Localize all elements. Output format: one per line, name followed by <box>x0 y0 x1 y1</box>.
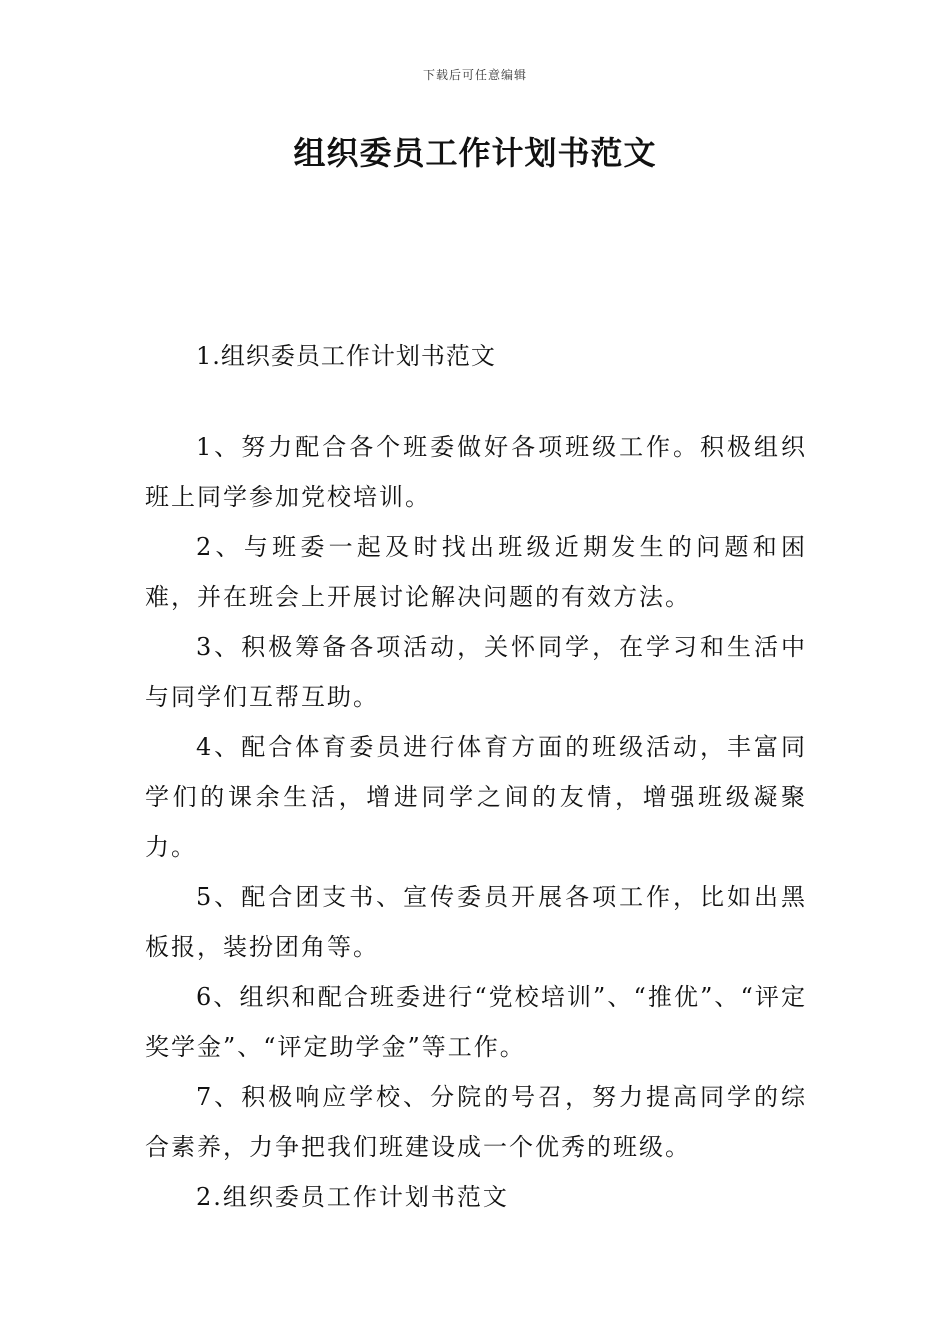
paragraph-7: 7、积极响应学校、分院的号召，努力提高同学的综合素养，力争把我们班建设成一个优秀的班级。 <box>145 1083 807 1161</box>
paragraph-3: 3、积极筹备各项活动，关怀同学，在学习和生活中与同学们互帮互助。 <box>145 633 807 711</box>
document-title: 组织委员工作计划书范文 <box>293 134 657 172</box>
paragraph-1: 1、努力配合各个班委做好各项班级工作。积极组织班上同学参加党校培训。 <box>145 433 807 511</box>
paragraph-5: 5、配合团支书、宣传委员开展各项工作，比如出黑板报，装扮团角等。 <box>145 883 807 961</box>
paragraph-4: 4、配合体育委员进行体育方面的班级活动，丰富同学们的课余生活，增进同学之间的友情，增强班级凝聚力。 <box>145 733 807 861</box>
section-heading-1: 1.组织委员工作计划书范文 <box>196 342 496 370</box>
paragraph-6: 6、组织和配合班委进行“党校培训”、“推优”、“评定奖学金”、“评定助学金”等工作。 <box>145 983 807 1061</box>
section-heading-2: 2.组织委员工作计划书范文 <box>196 1183 509 1211</box>
header-note: 下载后可任意编辑 <box>422 68 527 82</box>
paragraph-2: 2、与班委一起及时找出班级近期发生的问题和困难，并在班会上开展讨论解决问题的有效方法。 <box>145 533 807 611</box>
document-body <box>145 422 807 1222</box>
